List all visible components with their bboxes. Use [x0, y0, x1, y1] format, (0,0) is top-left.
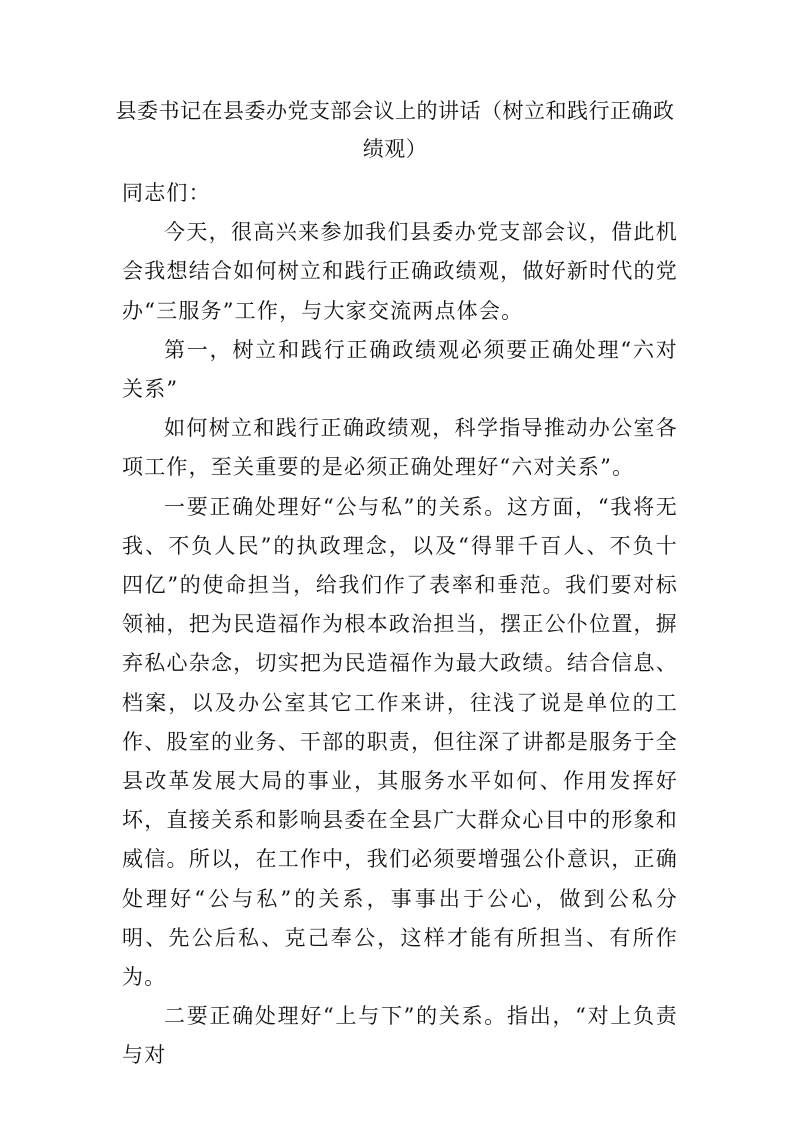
paragraph-overview: 如何树立和践行正确政绩观，科学指导推动办公室各项工作，至关重要的是必须正确处理好“六对关系”。 — [122, 416, 678, 480]
salutation: 同志们： — [122, 181, 211, 205]
paragraph-intro: 今天，很高兴来参加我们县委办党支部会议，借此机会我想结合如何树立和践行正确政绩观，做好新时代的党办“三服务”工作，与大家交流两点体会。 — [122, 220, 678, 323]
section-heading: 第一，树立和践行正确政绩观必须要正确处理“六对关系” — [122, 337, 678, 402]
document-title: 县委书记在县委办党支部会议上的讲话（树立和践行正确政绩观） — [115, 99, 675, 161]
paragraph-public-private: 一要正确处理好“公与私”的关系。这方面，“我将无我、不负人民”的执政理念，以及“得罪千百人、不负十四亿”的使命担当，给我们作了表率和垂范。我们要对标领袖，把为民造福作为根本政治担当，摆正公仆位置，摒弃私心杂念，切实把为民造福作为最大政绩。结合信息、档案，以及办公室其它工作来讲，往浅了说是单位的工作、股室的业务、干部的职责，但往深了讲都是服务于全县改革发展大局的事业，其服务水平如何、作用发挥好坏，直接关系和影响县委在全县广大群众心目中的形象和威信。所以，在工作中，我们必须要增强公仆意识，正确处理好“公与私”的关系，事事出于公心，做到公私分明、先公后私、克己奉公，这样才能有所担当、有所作为。 — [122, 494, 678, 990]
document-body — [122, 174, 678, 1076]
paragraph-upper-lower: 二要正确处理好“上与下”的关系。指出，“对上负责与对 — [122, 1004, 678, 1068]
